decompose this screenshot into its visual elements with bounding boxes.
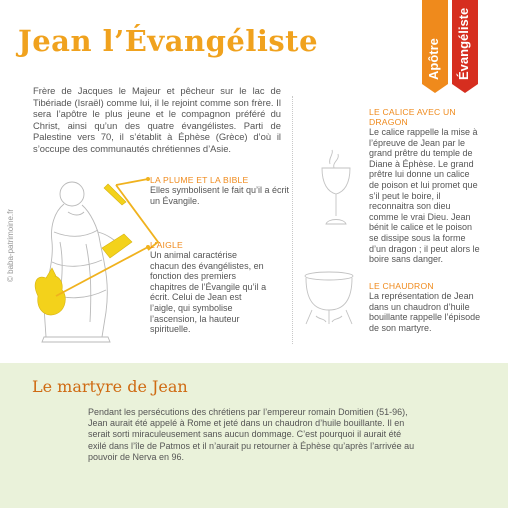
plume-callout [150,175,290,206]
chaudron-callout [369,281,481,333]
cauldron-illustration [302,270,356,326]
ribbon-apotre-label: Apôtre [426,38,441,80]
calice-callout [369,107,481,265]
intro-paragraph: Frère de Jacques le Majeur et pêcheur sur le lac de Tibériade (Israël) comme lui, il le rejoint comme son frère. Il sera l’apôtre le plus jeune et le compagnon préféré du Christ, ainsi qu’un des quatre évangélistes. Parti de Palestine vers 70, il s’établit à Éphèse (Grèce) d’où il s’occupe des communautés chrétiennes d’Asie. [33,85,281,154]
plume-label: LA PLUME ET LA BIBLE [150,175,249,185]
aigle-label: L’AIGLE [150,240,183,250]
martyre-title: Le martyre de Jean [32,377,188,396]
ribbon-evangeliste-label: Évangéliste [456,7,471,80]
chaudron-text: La représentation de Jean dans un chaudron d’huile bouillante rappelle l’épisode de son martyre. [369,291,481,333]
chalice-illustration [318,160,354,230]
aigle-text: Un animal caractérise chacun des évangélistes, en fonction des premiers chapitres de l’Évangile qu’il a écrit. Celui de Jean est l’aigle, qui symbolise l’ascension, la hauteur spirituelle. [150,250,267,335]
aigle-callout [150,240,268,335]
plume-text: Elles symbolisent le fait qu’il a écrit un Évangile. [150,185,290,206]
martyre-text: Pendant les persécutions des chrétiens par l’empereur romain Domitien (51-96), Jean aurait été appelé à Rome et jeté dans un chaudron d’huile bouillante. Il en serait sorti miraculeusement sans aucun dommage. C’est pourquoi il aurait été exilé dans l’île de Patmos et il n’aurait pu retourner à Éphèse qu’après l’arrivée au pouvoir de Nerva en 96. [88,407,415,462]
page-title: Jean l’Évangéliste [18,24,319,58]
chaudron-label: LE CHAUDRON [369,281,434,291]
calice-label: LE CALICE AVEC UN DRAGON [369,107,456,127]
calice-text: Le calice rappelle la mise à l’épreuve de Jean par le grand prêtre du temple de Diane à Éphèse. Le grand prêtre lui donne un calice de poison et lui promet que s’il peut le boire, il reconnaitra son dieu comme le vrai Dieu. Jean bénit le calice et le poison se dissipe sous la forme d’un dragon ; il peut alors le boire sans danger. [369,127,480,265]
credit-text: © baba-patrimoine.fr [6,208,15,282]
